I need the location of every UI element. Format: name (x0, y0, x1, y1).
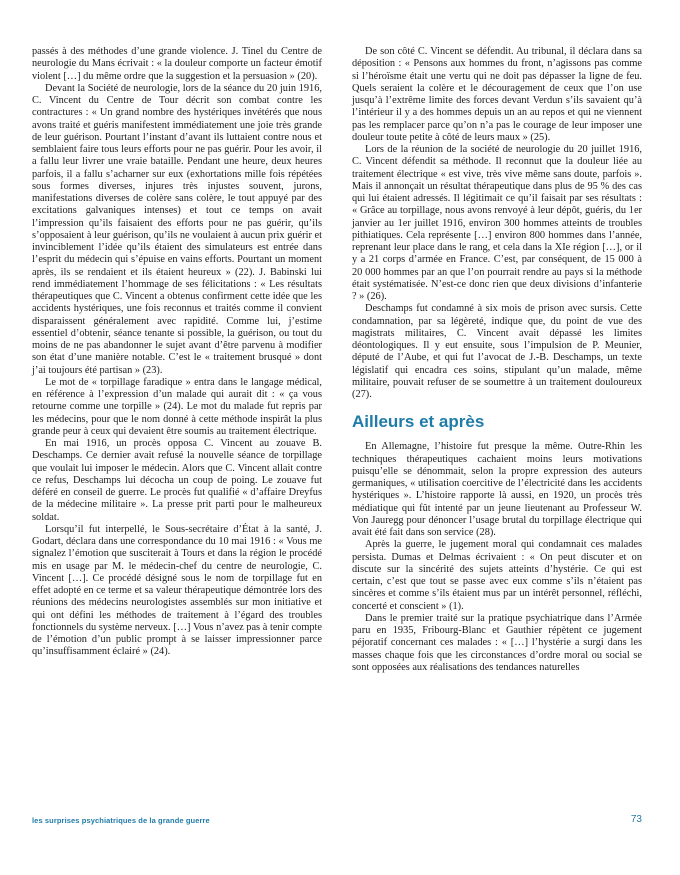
paragraph: passés à des méthodes d’une grande violence. J. Tinel du Centre de neurologie du Mans écrivait : « la douleur comporte un facteur émotif violent […] du même ordre que la suggestion et la persuasion » (20). (32, 46, 322, 82)
right-column (352, 46, 642, 674)
paragraph: En Allemagne, l’histoire fut presque la même. Outre-Rhin les techniques thérapeutiques cachaient moins leurs motivations puisqu’elle se dénommait, selon la propre expression des auteurs germaniques, « utilisation coercitive de l’électricité dans les accidents hystériques ». L’histoire rapporte là aussi, en 1920, un procès très médiatique qui fût intenté par un jeune lieutenant au Professeur W. Von Jauregg pour dénoncer l’usage brutal du torpillage électrique qui avait été fait dans son service (28). (352, 441, 642, 538)
left-column (32, 46, 322, 659)
paragraph: Deschamps fut condamné à six mois de prison avec sursis. Cette condamnation, par sa légèreté, indique que, du point de vue des magistrats militaires, C. Vincent avait dépassé les limites déontologiques. Il y eut ensuite, sous l’impulsion de P. Meunier, député de l’Aube, et qui fut l’avocat de J.-B. Deschamps, un texte législatif qui encadra ces soins, stipulant qu’un malade, même militaire, pouvait refuser de se soumettre à un traitement douloureux (27). (352, 303, 642, 400)
paragraph: Lors de la réunion de la société de neurologie du 20 juillet 1916, C. Vincent défendit sa méthode. Il reconnut que la douleur liée au traitement électrique « est vive, très vive même sans doute, parfois ». Mais il annonçait un résultat thérapeutique dans plus de 95 % des cas qui lui étaient adressés. Il légitimait ce qu’il faisait par ses résultats : « Grâce au torpillage, nous avons renvoyé à leur dépôt, guéris, du 1er janvier au 1er juillet 1916, environ 300 hommes atteints de troubles pithiatiques. Cela représente […] environ 800 hommes dans l’année, reprenant leur place dans le rang, et cela dans la XIe région […], or il y a 21 corps d’armée en France. C’est, par conséquent, de 15 000 à 20 000 hommes par an que l’on pourrait rendre au pays si la méthode était systématisée. N’est-ce donc rien que deux divisions d’infanterie ? » (26). (352, 144, 642, 302)
paragraph: En mai 1916, un procès opposa C. Vincent au zouave B. Deschamps. Ce dernier avait refusé la nouvelle séance de torpillage que voulait lui imposer le médecin. Alors que C. Vincent allait contre ce refus, Deschamps lui décocha un coup de poing. Le zouave fut déféré en conseil de guerre. Le procès fut qualifié « d’affaire Dreyfus de la médecine militaire ». La presse prit parti pour le malheureux soldat. (32, 438, 322, 523)
paragraph: De son côté C. Vincent se défendit. Au tribunal, il déclara dans sa déposition : « Pensons aux hommes du front, n’agissons pas comme si l’héroïsme était une vertu qui ne doit pas dépasser la ligne de feu. Quels seraient la colère et le découragement de ceux que l’on use jusqu’à l’extrême limite des forces devant Verdun s’ils savaient qu’à l’intérieur il y a des hommes depuis un an au repos et qui ne viennent pas les remplacer parce qu’on n’a pas le courage de leur imposer une douleur toute petite à côté de leurs maux » (25). (352, 46, 642, 143)
running-title: les surprises psychiatriques de la grande guerre (32, 816, 210, 825)
paragraph: Dans le premier traité sur la pratique psychiatrique dans l’Armée paru en 1935, Fribourg-Blanc et Gauthier répètent ce jugement péjoratif concernant ces malades : « […] l’hystérie a surgi dans les masses chaque fois que les circonstances d’ordre moral ou social se sont opposées aux réalisations des tendances naturelles (352, 612, 642, 673)
page-number: 73 (630, 814, 642, 825)
paragraph: Après la guerre, le jugement moral qui condamnait ces malades persista. Dumas et Delmas écrivaient : « On peut discuter et on discute sur la sincérité des sujets atteints d’hystérie. Ce qui est certain, c’est que tout se passe avec eux comme s’ils n’étaient pas sincères et comme s’ils étaient mus par un intérêt personnel, réfléchi, concerté et conscient » (1). (352, 539, 642, 612)
paragraph: Lorsqu’il fut interpellé, le Sous-secrétaire d’État à la santé, J. Godart, déclara dans une correspondance du 10 mai 1916 : « Vous me signalez l’émotion que susciterait à Tours et dans la région le procédé mis en usage par M. le médecin-chef du centre de neurologie, C. Vincent […]. Ce procédé désigné sous le nom de torpillage fut en effet adopté en ce terme et sa valeur thérapeutique démontrée lors des réunions des médecins neurologistes assemblés sur mon initiative et qui ont défini les méthodes de traitement à l’égard des troubles fonctionnels du système nerveux. […] Vous n’avez pas à tenir compte de l’émotion d’un public prompt à se laisser impressionner parce qu’insuffisamment éclairé » (24). (32, 523, 322, 658)
paragraph: Le mot de « torpillage faradique » entra dans le langage médical, en référence à l’expression d’un malade qui aurait dit : « ça vous retourne comme une torpille » (24). Le mot du malade fut repris par les médecins, pour que le nom donné à cette méthode inspirât la plus grande peur à ceux qui devaient être soumis au traitement électrique. (32, 376, 322, 437)
section-heading: Ailleurs et après (352, 412, 485, 432)
paragraph: Devant la Société de neurologie, lors de la séance du 20 juin 1916, C. Vincent du Centre de Tour décrit son combat contre les contractures : « Un grand nombre des hystériques invétérés que nous avons traité et guéris manifestent immédiatement une joie très grande de leur guérison. Pourtant l’instant d’avant ils luttaient contre nous et semblaient faire tous leurs efforts pour ne pas guérir. Pour les avoir, il a fallu leur livrer une vraie bataille. Pendant une heure, deux heures parfois, il a fallu s’acharner sur eux (exhortations mille fois répétées sous formes diverses, injures très injustes souvent, jurons, manifestations diverses de colère sans colère, le tout appuyé par des excitations galvaniques intenses) et tout ce temps on avait l’impression qu’ils faisaient des efforts pour ne pas guérir, qu’ils s’opposaient à leur guérison, qu’ils ne voulaient à aucun prix guérir et invinciblement l’idée qu’ils étaient des simulateurs est entrée dans l’esprit du médecin qui s’épuise en vains efforts. Pourtant un moment après, ils se rendaient et ils étaient heureux » (22). J. Babinski lui rend immédiatement l’hommage de ses félicitations : « Les résultats thérapeutiques que C. Vincent a obtenus confirment cette idée que les accidents hystériques, une fois reconnus et traités comme il convient disparaissent généralement avec rapidité. Comme lui, j’estime essentiel d’obtenir, séance tenante si possible, la guérison, ou tout du moins de ne pas abandonner le sujet avant d’être parvenu à modifier son état d’une manière notable. C’est le « traitement brusqué » dont j’ai toujours été partisan » (23). (32, 82, 322, 376)
